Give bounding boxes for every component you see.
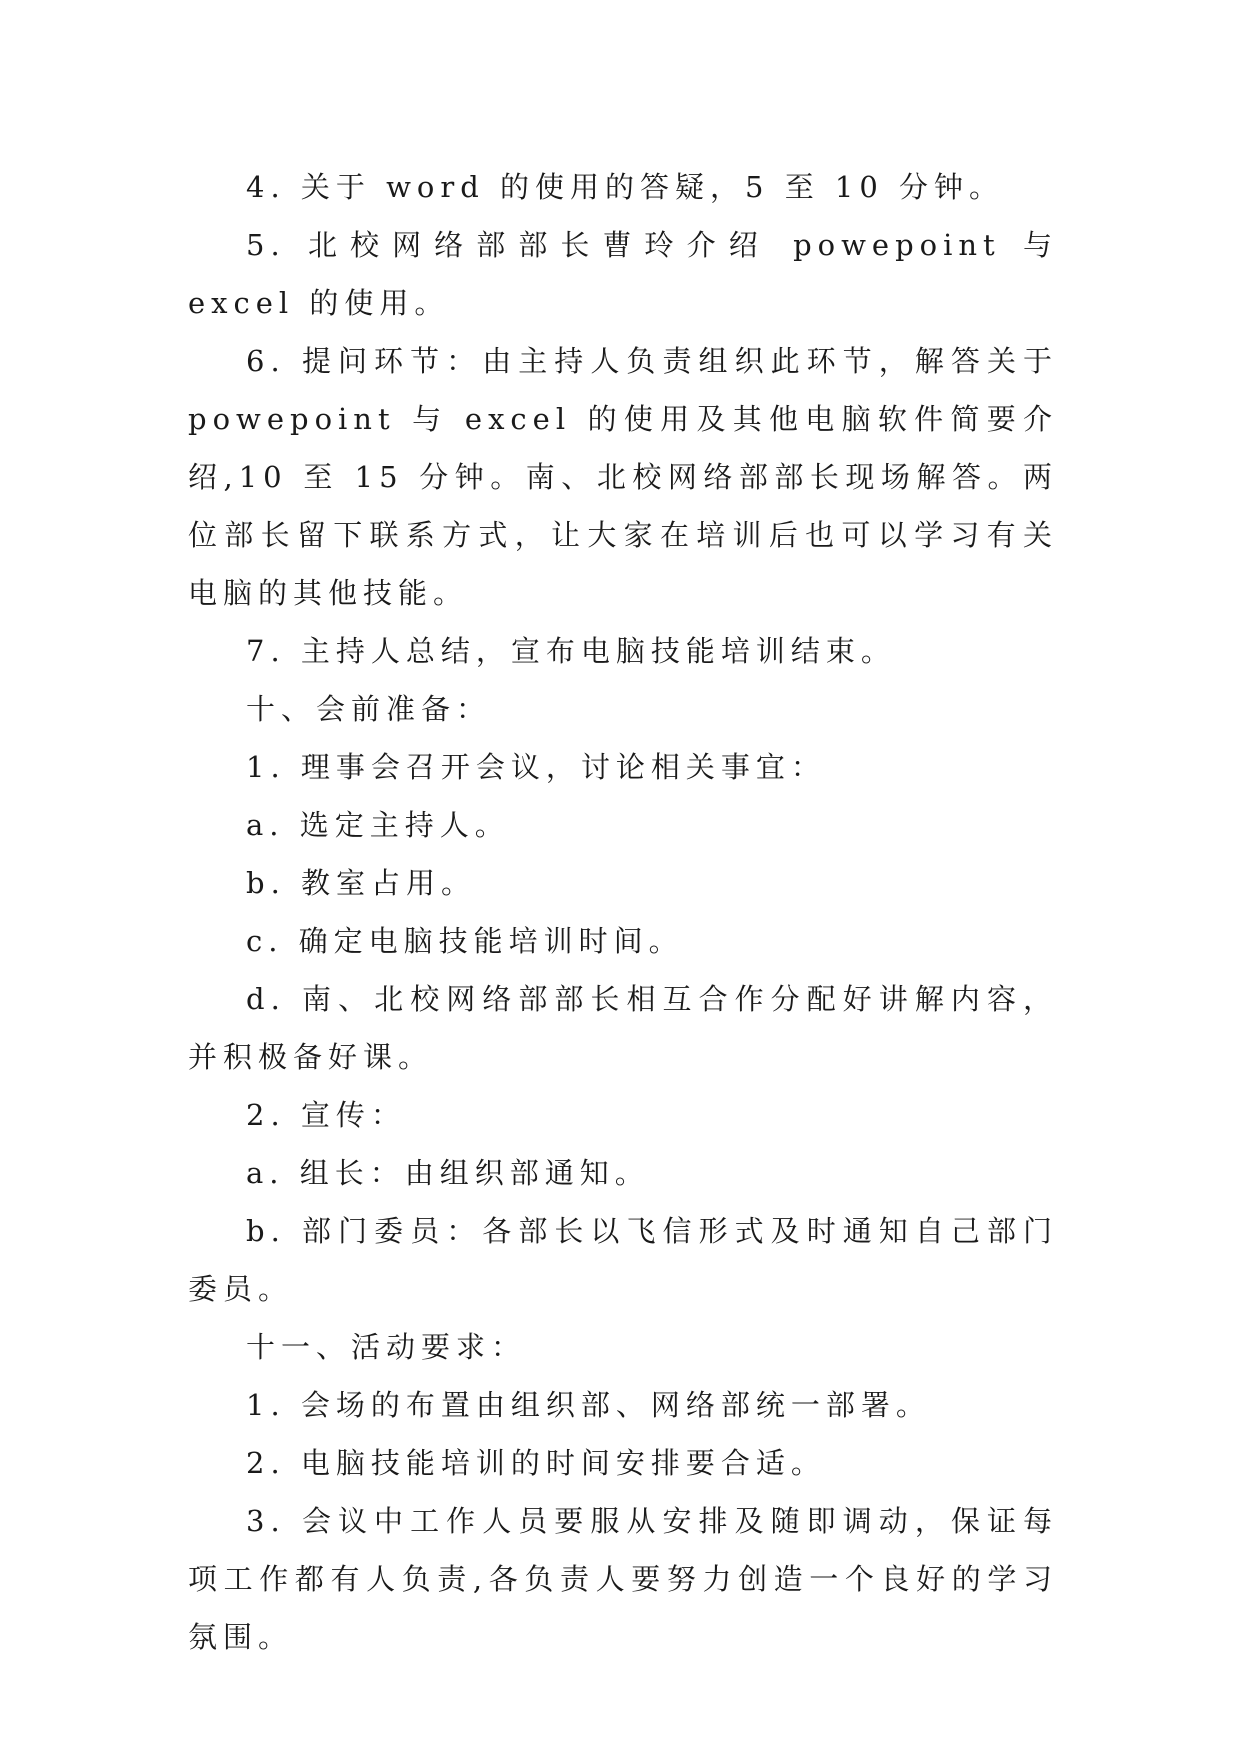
paragraph-prep-2b-members: b. 部门委员：各部长以飞信形式及时通知自己部门委员。 [188,1214,1058,1306]
paragraph-item-4-word-qa: 4. 关于 word 的使用的答疑，5 至 10 分钟。 [246,170,1005,204]
paragraph-req-2-schedule: 2. 电脑技能培训的时间安排要合适。 [246,1446,826,1480]
document-body [188,158,1058,1666]
paragraph-req-3-staff: 3. 会议中工作人员要服从安排及随即调动，保证每项工作都有人负责,各负责人要努力创造一个良好的学习氛围。 [188,1504,1058,1654]
paragraph-prep-1d-content: d. 南、北校网络部部长相互合作分配好讲解内容，并积极备好课。 [188,982,1058,1074]
paragraph-prep-2a-leaders: a. 组长：由组织部通知。 [246,1156,650,1190]
paragraph-prep-1b-classroom: b. 教室占用。 [246,866,477,900]
section-heading-requirements: 十一、活动要求： [246,1330,527,1364]
paragraph-req-1-venue: 1. 会场的布置由组织部、网络部统一部署。 [246,1388,931,1422]
paragraph-prep-1c-time: c. 确定电脑技能培训时间。 [246,924,684,958]
paragraph-prep-1a-host: a. 选定主持人。 [246,808,510,842]
paragraph-item-7-summary: 7. 主持人总结，宣布电脑技能培训结束。 [246,634,896,668]
paragraph-prep-1-meeting: 1. 理事会召开会议，讨论相关事宜： [246,750,826,784]
section-heading-preparation: 十、会前准备： [246,692,492,726]
paragraph-item-5-intro: 5. 北校网络部部长曹玲介绍 powepoint 与 excel 的使用。 [188,228,1058,320]
paragraph-item-6-questions: 6. 提问环节：由主持人负责组织此环节，解答关于 powepoint 与 excel 的使用及其他电脑软件简要介绍,10 至 15 分钟。南、北校网络部部长现场解答。两位部长留下联系方式，让大家在培训后也可以学习有关电脑的其他技能。 [188,344,1058,610]
paragraph-prep-2-publicity: 2. 宣传： [246,1098,406,1132]
